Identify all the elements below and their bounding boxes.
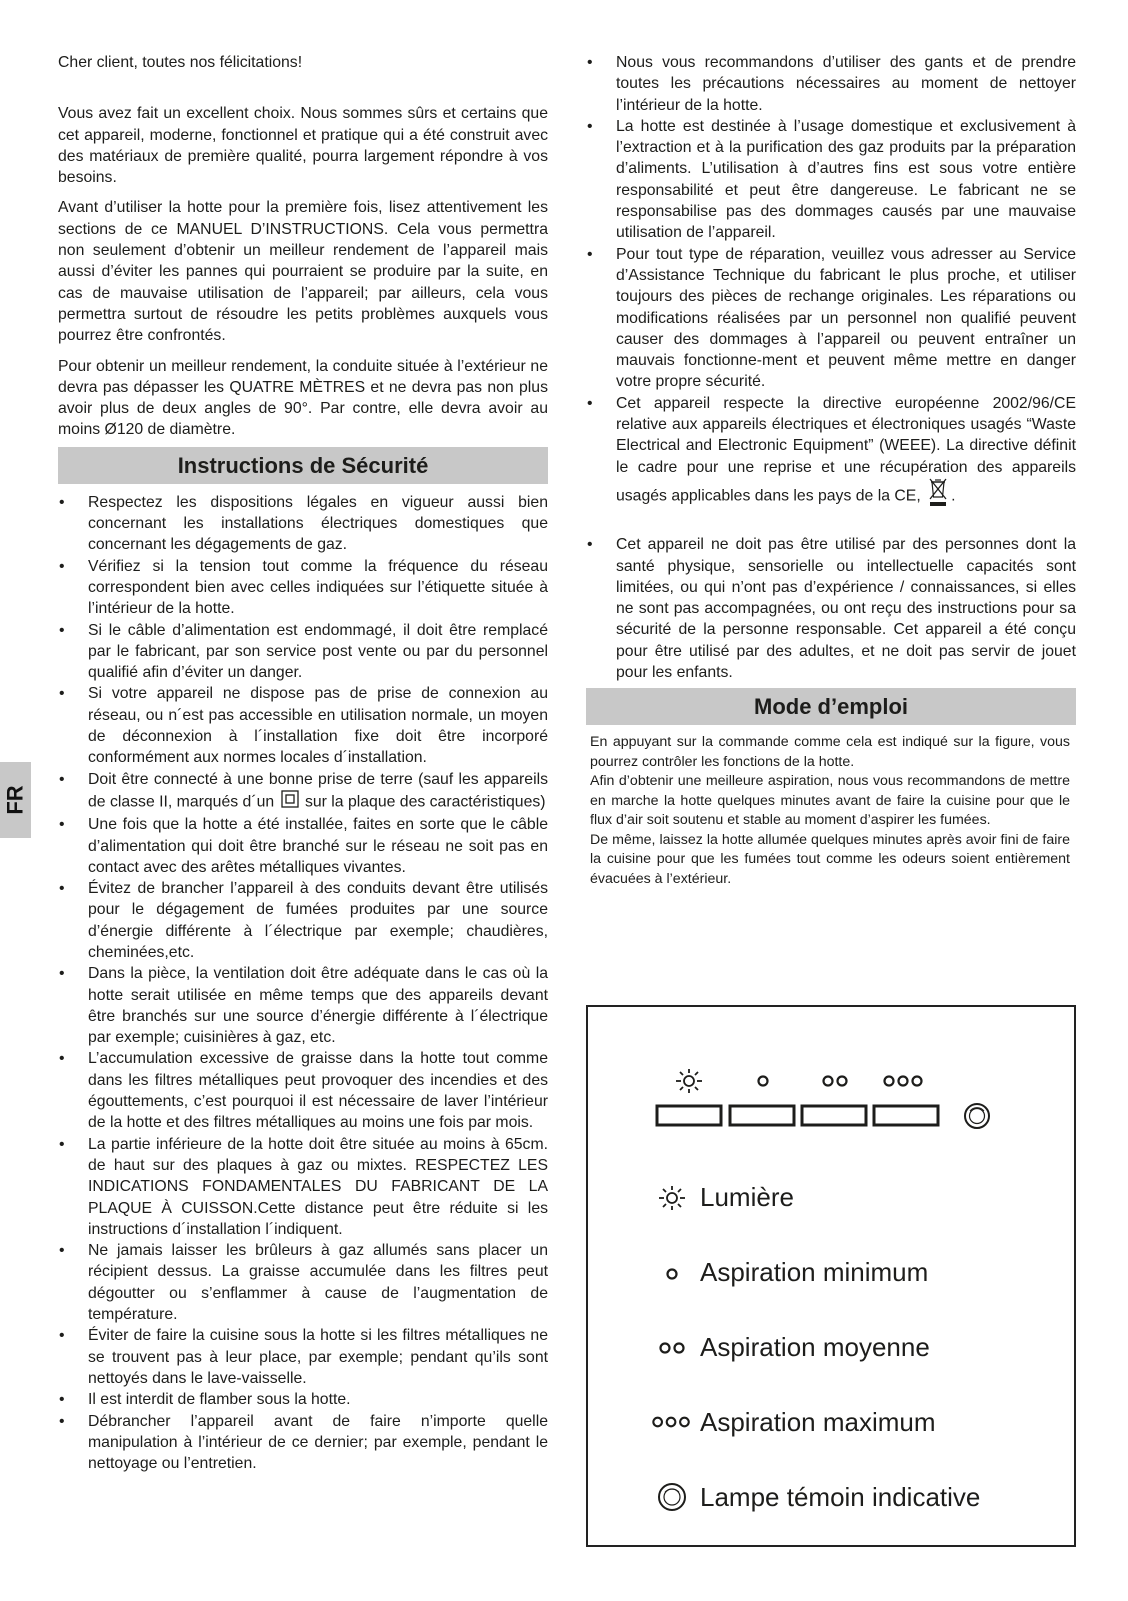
- intro-paragraph-1: Vous avez fait un excellent choix. Nous sommes sûrs et certains que cet appareil, moderne, fonctionnel et pratique qui a été construit avec des matériaux de première qualité, pourra largement répondre à vos besoins.: [58, 105, 548, 187]
- language-tab-label: FR: [2, 785, 28, 815]
- legend-label: Aspiration minimum: [700, 1256, 929, 1287]
- mode-heading: Mode d’emploi: [586, 688, 1076, 725]
- indicator-lamp-icon: [965, 1104, 989, 1128]
- mode-paragraph-2: Afin d’obtenir une meilleure aspiration, nous vous recommandons de mettre en marche la hotte quelques minutes avant de faire la cuisine pour que le flux d’air soit soutenu et stable au moment d’aspirer les fumées.: [590, 773, 1070, 829]
- speed-2-icon: [650, 1329, 694, 1365]
- language-tab: [0, 762, 31, 838]
- legend-speed-1: [650, 1254, 928, 1290]
- legend-label: Aspiration moyenne: [700, 1331, 930, 1362]
- safety-item: • Vérifiez si la tension tout comme la fréquence du réseau correspondent bien avec celles indiquées sur l’étiquette située à l’intérieur de la hotte.: [58, 556, 548, 620]
- safety-item: • La partie inférieure de la hotte doit être située au moins à 65cm. de haut sur des plaques à gaz ou mixtes. RESPECTEZ LES INDICATIONS FONDAMENTALES DU FABRICANT DE LA PLAQUE À CUISSON.Cette distance peut être réduite si les instructions d´installation l´indiquent.: [58, 1134, 548, 1240]
- legend-speed-3: [650, 1404, 936, 1440]
- left-column: [58, 52, 548, 1474]
- safety-item: • Si votre appareil ne dispose pas de prise de connexion au réseau, ou n´est pas accessible en utilisation normale, un moyen de déconnexion à l´installation fixe doit être incorporé conformément aux normes locales d´installation.: [58, 683, 548, 768]
- class2-text-after: sur la plaque des caractéristiques): [304, 793, 546, 811]
- legend-indicator-lamp: [650, 1479, 980, 1515]
- safety-item: • Respectez les dispositions légales en vigueur aussi bien concernant les installations électriques domestiques que concernant les dégagements de gaz.: [58, 492, 548, 556]
- speed-1-icon: [759, 1077, 768, 1086]
- safety-item: • Nous vous recommandons d’utiliser des gants et de prendre toutes les précautions nécessaires au moment de nettoyer l’intérieur de la hotte.: [586, 52, 1076, 116]
- light-icon: [650, 1179, 694, 1215]
- control-buttons-diagram: [588, 1007, 1074, 1147]
- speed-2-button[interactable]: [802, 1106, 866, 1125]
- mode-paragraph-3: De même, laissez la hotte allumée quelques minutes après avoir fini de faire la cuisine pour que les fumées tout comme les odeurs soient entièrement évacuées à l’extérieur.: [590, 831, 1070, 887]
- greeting: Cher client, toutes nos félicitations!: [58, 54, 303, 71]
- safety-item: • L’accumulation excessive de graisse dans la hotte tout comme dans les filtres métalliques peut provoquer des incendies et des égouttements, c’est pourquoi il est nécessaire de laver l’intérieur de la hotte et des filtres métalliques au moins une fois par mois.: [58, 1048, 548, 1133]
- indicator-lamp-icon: [650, 1479, 694, 1515]
- safety-list-continued: [586, 52, 1076, 683]
- safety-item: • Ne jamais laisser les brûleurs à gaz allumés sans placer un récipient dessus. La graisse accumulée dans les filtres peut dégoutter ou s’enflammer à cause de l’augmentation de température.: [58, 1240, 548, 1325]
- safety-list: [58, 492, 548, 1475]
- mode-paragraph-1: En appuyant sur la commande comme cela est indiqué sur la figure, vous pourrez contrôler les fonctions de la hotte.: [590, 734, 1070, 770]
- safety-item: • Éviter de faire la cuisine sous la hotte si les filtres métalliques ne se trouvent pas à leur place, par exemple; pendant qu’ils sont nettoyés dans le lave-vaisselle.: [58, 1325, 548, 1389]
- safety-item-weee: [586, 393, 1076, 514]
- legend-label: Lampe témoin indicative: [700, 1481, 981, 1512]
- class-ii-icon: [281, 790, 299, 814]
- right-column: [586, 52, 1076, 889]
- control-panel-figure: [586, 1005, 1076, 1547]
- safety-item: • Il est interdit de flamber sous la hotte.: [58, 1389, 548, 1410]
- weee-text-end: .: [951, 487, 956, 505]
- safety-item: • Pour tout type de réparation, veuillez vous adresser au Service d’Assistance Technique du fabricant le plus proche, et utiliser toujours des pièces de rechange originales. Les réparations ou modifications réalisées par un personnel non qualifié peuvent causer des dommages à l’appareil ou peuvent entraîner un mauvais fonctionne-ment et peuvent même mettre en danger votre propre sécurité.: [586, 244, 1076, 393]
- crossed-bin-icon: [927, 478, 949, 514]
- class2-text-before: Doit être connecté à une bonne prise de terre (sauf les appareils de classe II, marqués d´un: [88, 770, 548, 811]
- safety-item: • La hotte est destinée à l’usage domestique et exclusivement à l’extraction et à la purification des gaz produits par la préparation d’aliments. L’utilisation à d’autres fins est sous votre entière responsabilité et peut être dangereuse. Le fabricant ne se responsabilise pas des dommages causés par une mauvaise utilisation de l’appareil.: [586, 116, 1076, 244]
- safety-heading: Instructions de Sécurité: [58, 447, 548, 484]
- speed-1-icon: [650, 1254, 694, 1290]
- legend-label: Aspiration maximum: [700, 1406, 936, 1437]
- legend-label: Lumière: [700, 1181, 794, 1212]
- light-icon: [676, 1069, 702, 1093]
- safety-item: • Cet appareil ne doit pas être utilisé par des personnes dont la santé physique, sensorielle ou intellectuelle capacités sont limitées, ou qui n’ont pas d’expérience / connaissances, si elles ne sont pas accompagnées, ou ont reçu des instructions pour sa sécurité de la personne responsable. Cet appareil a été conçu pour être utilisé par des adultes, et ne doit pas servir de jouet pour les enfants.: [586, 534, 1076, 683]
- mode-text: [586, 733, 1076, 889]
- safety-item: • Si le câble d’alimentation est endommagé, il doit être remplacé par le fabricant, par son service post vente ou par du personnel qualifié afin d’éviter un danger.: [58, 620, 548, 684]
- speed-1-button[interactable]: [730, 1106, 794, 1125]
- safety-item-class2: [58, 769, 548, 815]
- intro-paragraph-2: Avant d’utiliser la hotte pour la première fois, lisez attentivement les sections de ce MANUEL D’INSTRUCTIONS. Cela vous permettra non seulement d’obtenir un meilleur rendement de l’appareil mais aussi d’éviter les pannes qui pourraient se produire par la suite, en cas de mauvaise utilisation de l’appareil; par ailleurs, cela vous permettra surtout de résoudre les petits problèmes auxquels vous pourrez être confrontés.: [58, 199, 548, 345]
- light-button[interactable]: [657, 1106, 721, 1125]
- speed-3-button[interactable]: [874, 1106, 938, 1125]
- speed-3-icon: [885, 1077, 922, 1086]
- intro-paragraph-3: Pour obtenir un meilleur rendement, la conduite située à l’extérieur ne devra pas dépasser les QUATRE MÈTRES et ne devra pas non plus avoir plus de deux angles de 90°. Par contre, elle devra avoir au moins Ø120 de diamètre.: [58, 357, 548, 439]
- legend-speed-2: [650, 1329, 930, 1365]
- safety-item: • Évitez de brancher l’appareil à des conduits devant être utilisés pour le dégagement de fumées produites par une source d’énergie différente à l´électrique par exemple; chaudières, cheminées,etc.: [58, 878, 548, 963]
- speed-3-icon: [650, 1404, 694, 1440]
- safety-item: • Débrancher l’appareil avant de faire n’importe quelle manipulation à l’intérieur de ce dernier; par exemple, pendant le nettoyage ou l’entretien.: [58, 1411, 548, 1475]
- weee-text: Cet appareil respecte la directive européenne 2002/96/CE relative aux appareils électriques et électroniques usagés “Waste Electrical and Electronic Equipment” (WEEE). La directive définit le cadre pour une reprise et une récupération des appareils usagés applicables dans les pays de la CE,: [616, 394, 1076, 505]
- safety-item: • Dans la pièce, la ventilation doit être adéquate dans le cas où la hotte serait utilisée en même temps que des appareils devant être branchés sur une source d’énergie différente à l´électrique par exemple; cuisinières à gaz, etc.: [58, 963, 548, 1048]
- safety-item: • Une fois que la hotte a été installée, faites en sorte que le câble d’alimentation qui doit être branché sur le réseau ne soit pas en contact avec des arêtes métalliques vivantes.: [58, 814, 548, 878]
- legend-light: [650, 1179, 794, 1215]
- speed-2-icon: [824, 1077, 847, 1086]
